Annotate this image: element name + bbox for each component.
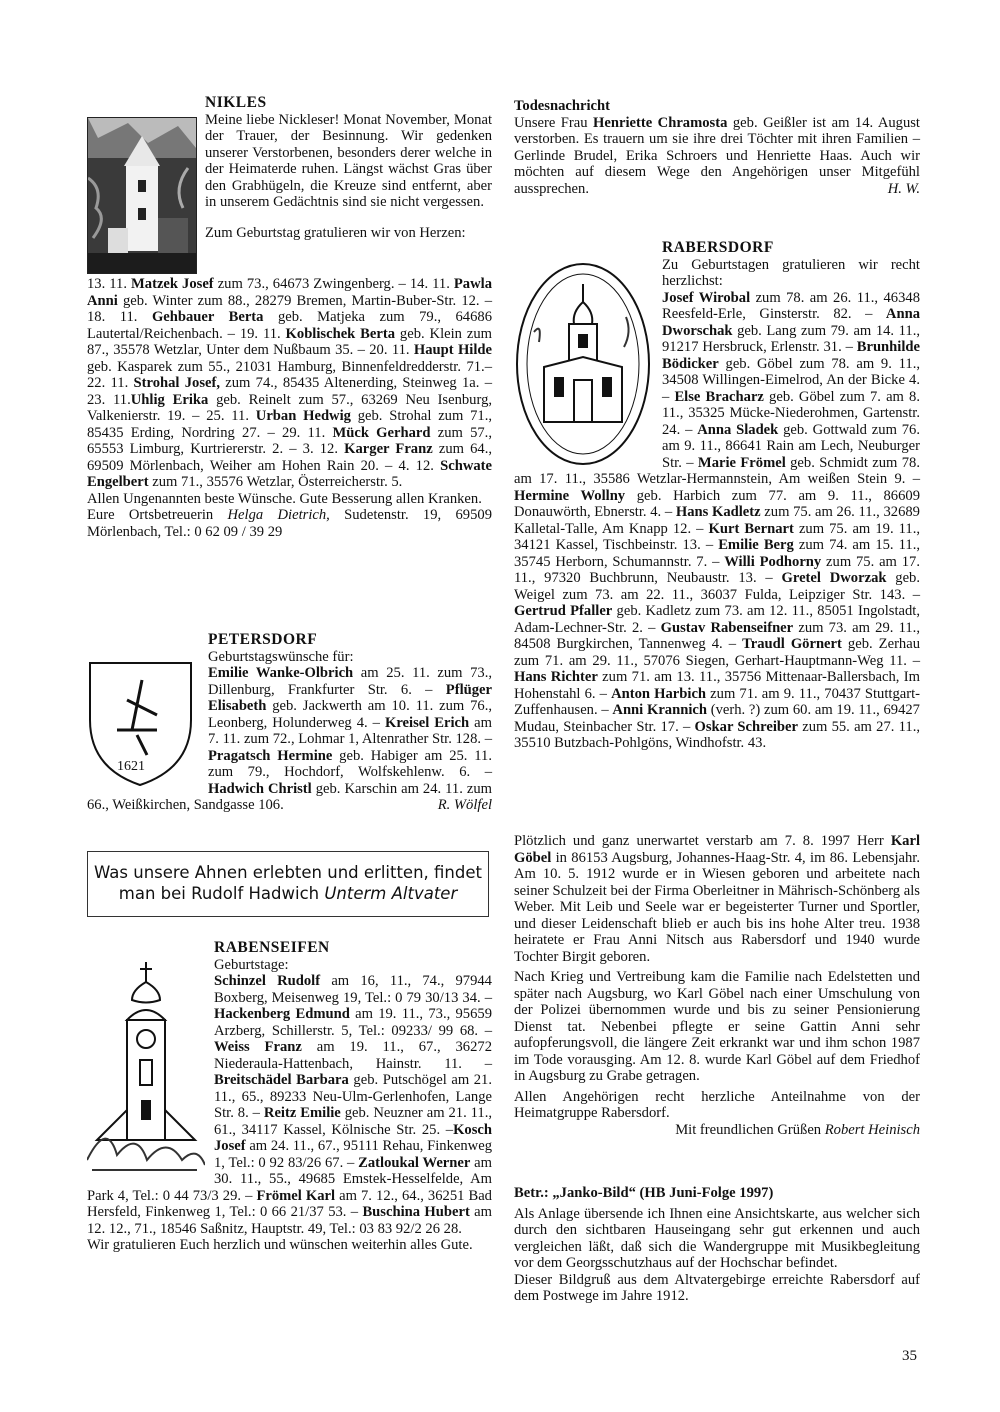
entry-name: Gertrud Pfaller [514,603,613,619]
entry-details: geb. Putschögel am 21. 11., 65., 89233 Neu-Ulm-Gerlenhofen, Lange Str. 8. – [214,1072,493,1121]
nikles-heading: NIKLES [205,94,267,111]
entry-details: geb. Jackwerth am 10. 11. zum 76., Leonberg, Holunderweg 4. – [208,698,492,731]
obituary-p1-post: in 86153 Augsburg, Johannes-Haag-Str. 4, im 86. Lebensjahr. Am 10. 5. 1912 wurde er in Wiesen geboren und arbeitete nach seiner Schulzeit bei der Firma Oberleitner in Mährisch-Schönberg als Weber. Mit Leib und Seele war er begeisterter Turner und Sportler, und dieser Leidenschaft blieb er auch bis ins hohe Alter treu. 1938 heiratete er Frau Anni Nitsch aus Rabersdorf und 1940 wurde Tochter Birgit geboren. [514,849,920,965]
entry-details: geb. Strohal zum 71., 85435 Erding, Nordring 27. – 29. 11. [87,408,492,441]
entry-name: Brunhilde Bödicker [662,339,920,372]
entry-details: geb. Winter zum 88., 28279 Bremen, Martin-Buber-Str. 12. – 18. 11. [87,292,492,325]
entry-details: am 7. 11. zum 72., Lohmar 1, Altenrather Str. 128. – [208,714,492,747]
entry-name: Reitz Emilie [263,1105,341,1121]
entry-name: Uhlig Erika [130,391,209,408]
entry-details: zum 75. am 17. 11., 97320 Buchbrunn, Neubaustr. 13. – [514,553,920,586]
entry-details: am 19. 11., 73., 95659 Arzberg, Schillerstr. 5, Tel.: 09233/ 99 68. – [214,1006,492,1039]
entry-name: Traudl Görnert [742,636,842,652]
obituary-paragraph-2: Nach Krieg und Vertreibung kam die Familie nach Edelstetten und später nach Augsburg, wo Karl Göbel nach einer Umschulung von der Polizei übernommen wurde und bis zu seiner Pensionierung Dienst tat. Nebenbei pflegte er seine Gattin Anni sehr aufopferungsvoll, die längere Zeit erkrankt war und ihm schon 1987 im Tode vorausging. Am 12. 8. wurde Karl Göbel auf dem Friedhof in Augsburg zu Grabe getragen. [514,969,920,1084]
entry-details: geb. Klein zum 87., 35578 Wetzlar, Unter dem Nußbaum 35. – 20. 11. [87,325,492,358]
entry-name: Weiss Franz [214,1039,302,1055]
entry-name: Anna Dworschak [662,306,920,339]
todesnachricht-text-pre: Unsere Frau [514,114,594,131]
nikles-closing: Allen Ungenannten beste Wünsche. Gute Besserung allen Kranken. [87,490,482,507]
advert-line-1: Was unsere Ahnen erlebten und erlitten, findet [94,863,482,882]
entry-details: zum 64., 69509 Mörlenbach, Weiher am Hohen Rain 20. – 4. 12. [87,441,493,474]
entry-prefix: 13. 11. [87,276,132,292]
entry-name: Hans Richter [514,669,598,685]
entry-name: Else Bracharz [674,388,764,405]
entry-details: zum 71. am 9. 11., 70437 Stuttgart-Zuffenhausen. – [514,685,921,718]
church-drawing [87,960,205,1180]
church-tower-photo [87,117,197,274]
entry-name: Urban Hedwig [255,408,351,424]
rabenseifen-heading: RABENSEIFEN [214,939,330,956]
entry-details: geb. Zerhau zum 71. am 29. 11., 57076 Siegen, Gerhart-Hauptmann-Weg 11. – [514,636,920,669]
obituary-signoff [514,1122,920,1139]
entry-name: Gehbauer Berta [151,309,264,325]
entry-name: Kurt Bernart [708,520,794,537]
janko-paragraph-1: Als Anlage übersende ich Ihnen eine Ansichtskarte, aus welcher sich durch den sichtbaren Hauseingang sehr gut erkennen und auch vergleichen läßt, daß sich die Wandergruppe mit Musikbegleitung vor dem Georgsschutzhaus auf der Hochschar befindet. [514,1205,920,1271]
entry-name: Schwate Engelbert [87,457,492,490]
entry-name: Haupt Hilde [413,342,492,358]
entry-details: am 30. 11., 55., 49685 Emstek-Hesselfelde, Am Park 4, Tel.: 0 44 73/3 29. – [87,1154,492,1204]
obituary-p1-pre: Plötzlich und ganz unerwartet verstarb am 7. 8. 1997 Herr [514,833,891,849]
janko-heading: Betr.: „Janko-Bild“ (HB Juni-Folge 1997) [514,1185,774,1201]
advert-line-2-text: man bei Rudolf Hadwich [118,884,325,903]
nikles-sign-post: Sudetenstr. 19, 69509 Mörlenbach, Tel.: 0 62 09 / 39 29 [87,507,492,540]
nikles-intro: Meine liebe Nickleser! Monat November, Monat der Trauer, der Besinnung. Wir gedenken unserer Verstorbenen, besonders derer welche in der Heimaterde ruhen. Längst wächst Gras über den Grabhügeln, die Kreuze sind entfernt, aber in unserem Gedächtnis sind sie nicht vergessen. [205,111,492,210]
entry-details: zum 71., 35576 Wetzlar, Österreicherstr. 5. [148,474,403,490]
entry-name: Kreisel Erich [384,714,470,731]
entry-details: geb. Karschin am 24. 11. zum 66., Weißkirchen, Sandgasse 106. [87,780,492,813]
entry-details: zum 74., 85435 Altenerding, Steinweg 1a. – 23. 11. [87,375,492,408]
entry-name: Oskar Schreiber [694,718,798,735]
entry-name: Emilie Berg [718,537,794,553]
entry-details: geb. Lang zum 79. am 14. 11., 91217 Hersbruck, Erlenstr. 31. – [662,322,920,355]
todesnachricht-text-post: geb. Geißler ist am 14. August verstorben. Es trauern um sie ihre drei Töchter mit ihren Familien – Gerlinde Brudel, Erika Schroers und Henriette Haas. Auch wir möchten auf diesem Wege den Angehörigen unser Mitgefühl aussprechen. [514,114,920,197]
entry-details: zum 73. am 29. 11., 84508 Burgkirchen, Tannenweg 4. – [514,619,920,652]
entry-details: geb. Kasparek zum 55., 21031 Hamburg, Binnenfeldredderstr. 71.– 22. 11. [87,358,492,391]
entry-details: geb. Reinelt zum 57., 63269 Neu Isenburg, Valkenierstr. 19. – 25. 11. [87,391,493,424]
entry-details: geb. Kadletz zum 73. am 12. 11., 85051 Ingolstadt, Adam-Lechner-Str. 2. – [514,603,920,636]
entry-details: geb. Göbel zum 7. am 8. 11., 35325 Mücke-Niederohmen, Gartenstr. 24. – [662,388,921,438]
entry-details: geb. Habiger am 25. 11. zum 79., Hochdorf, Wolfskehlenw. 6. – [208,747,492,780]
entry-name: Willi Podhorny [724,553,822,570]
petersdorf-intro: Geburtstagswünsche für: [208,648,354,665]
entry-details: am 7. 12., 64., 36251 Bad Hersfeld, Finkenweg 1, Tel.: 0 66 21/37 53. – [87,1187,492,1220]
nikles-signoff [87,507,492,540]
entry-details: geb. Gottwald zum 76. am 9. 11., 86641 Rain am Lech, Neuburger Str. – [662,421,920,471]
entry-name: Matzek Josef [131,276,214,292]
nikles-birthday-list [87,276,492,491]
entry-details: am 25. 11. zum 73., Dillenburg, Frankfurter Str. 6. – [208,665,492,698]
advert-book-title: Unterm Altvater [324,884,458,903]
entry-name: Emilie Wanke-Olbrich [208,665,354,681]
entry-details: geb. Schmidt zum 78. am 17. 11., 35586 Wetzlar-Hermannstein, Am weißen Stein 9. – [514,454,920,487]
entry-name: Gretel Dworzak [781,570,887,586]
entry-name: Hermine Wollny [514,487,626,504]
entry-details: zum 78. am 26. 11., 46348 Reesfeld-Erle, Ginsterstr. 82. – [662,289,920,322]
obituary-paragraph-3: Allen Angehörigen recht herzliche Anteilnahme von der Heimatgruppe Rabersdorf. [514,1088,920,1121]
entry-details: geb. Harbich zum 77. am 9. 11., 86609 Donauwörth, Ebnerstr. 4. – [514,487,920,520]
entry-name: Anton Harbich [611,685,707,702]
entry-details: zum 75. am 19. 11., 34121 Kassel, Tischbeinstr. 13. – [514,520,921,553]
entry-details: zum 71. am 13. 11., 35756 Mittenaar-Ballersbach, Im Hohenstahl 6. – [514,669,920,702]
crest-icon [87,660,194,788]
entry-details: geb. Matjeka zum 79., 64686 Lautertal/Reichenbach. – 19. 11. [87,309,492,342]
entry-name: Pawla Anni [87,276,492,309]
entry-name: Strohal Josef, [133,375,220,391]
page-number: 35 [902,1348,917,1364]
entry-name: Karger Franz [344,441,433,457]
janko-paragraph-2: Dieser Bildgruß aus dem Altvatergebirge erreichte Rabersdorf auf dem Postwege im Jahre 1912. [514,1271,920,1304]
entry-details: am 16, 11., 74., 97944 Boxberg, Meisenweg 19, Tel.: 0 79 30/13 34. – [214,973,492,1006]
section-rabersdorf [514,240,920,752]
entry-name: Anni Krannich [612,702,707,718]
section-rabenseifen [87,940,492,1254]
entry-name: Zatloukal Werner [358,1154,471,1171]
entry-details: geb. Weigel zum 73. am 22. 11., 36037 Fulda, Leipziger Str. 143. – [514,570,921,603]
entry-name: Mück Gerhard [332,424,431,441]
entry-name: Gustav Rabenseifner [660,619,794,636]
entry-name: Kosch Josef [214,1121,492,1154]
petersdorf-signature: R. Wölfel [437,797,492,813]
nikles-greeting: Zum Geburtstag gratulieren wir von Herzen: [205,224,466,241]
entry-details: zum 55. am 27. 11., 35510 Butzbach-Pohlgöns, Windhofstr. 43. [514,718,920,751]
rabenseifen-intro: Geburtstage: [214,956,289,973]
section-obituary [514,833,920,1138]
obituary-sign-name: Robert Heinisch [824,1121,920,1138]
entry-details: zum 57., 65553 Limburg, Kurtriererstr. 2. – 3. 12. [87,424,492,457]
entry-name: Buschina Hubert [362,1204,470,1220]
todesnachricht-heading: Todesnachricht [514,98,610,114]
obituary-name: Karl Göbel [514,833,920,866]
section-todesnachricht [514,98,920,197]
rabersdorf-heading: RABERSDORF [662,239,774,256]
entry-details: geb. Göbel zum 78. am 9. 11., 34508 Willingen-Eimelrod, An der Bicke 4. – [662,355,920,405]
section-janko-bild [514,1185,920,1305]
nikles-sign-name: Helga Dietrich, [227,507,330,523]
entry-name: Pragatsch Hermine [208,747,333,764]
entry-name: Hadwich Christl [208,780,312,797]
entry-details: am 12. 12., 71., 18546 Saßnitz, Hauptstr. 49, Tel.: 03 83 92/2 26 28. [87,1204,492,1237]
section-nikles [87,95,492,540]
entry-name: Josef Wirobal [662,289,751,306]
rabersdorf-intro: Zu Geburtstagen gratulieren wir recht herzlichst: [662,256,920,289]
entry-name: Pflüger Elisabeth [208,681,492,714]
section-petersdorf [87,632,492,814]
entry-name: Anna Sladek [697,421,779,438]
book-advert-box [87,851,489,917]
advert-line-2 [88,883,488,904]
entry-name: Frömel Karl [256,1187,336,1204]
entry-details: (verh. ?) zum 60. am 19. 11., 69427 Mudau, Steinbacher Str. 17. – [514,702,920,735]
entry-details: zum 74. am 15. 11., 35745 Herborn, Schumannstr. 7. – [514,537,921,570]
entry-name: Marie Frömel [697,454,786,471]
nikles-sign-pre: Eure Ortsbetreuerin [87,507,228,523]
entry-details: am 24. 11., 67., 95111 Rehau, Finkenweg 1, Tel.: 0 92 83/26 67. – [214,1138,492,1171]
todesnachricht-signature: H. W. [887,180,920,197]
rabenseifen-closing: Wir gratulieren Euch herzlich und wünschen weiterhin alles Gute. [87,1237,473,1253]
entry-name: Breitschädel Barbara [214,1072,349,1088]
entry-details: geb. Neuzner am 21. 11., 61., 34117 Kassel, Kölnische Str. 25. – [214,1105,492,1138]
entry-details: zum 75. am 26. 11., 32689 Kalletal-Talle, Am Knapp 12. – [514,504,920,537]
petersdorf-heading: PETERSDORF [208,631,318,648]
entry-name: Schinzel Rudolf [214,973,321,989]
entry-details: am 19. 11., 67., 36272 Niederaula-Hattenbach, Hainstr. 11. – [214,1039,492,1072]
chapel-seal-icon [514,262,652,467]
entry-name: Hackenberg Edmund [214,1006,350,1022]
todesnachricht-name: Henriette Chramosta [593,114,728,131]
entry-name: Hans Kadletz [675,504,761,520]
crest-year: 1621 [117,759,145,774]
entry-name: Koblischek Berta [285,325,396,342]
obituary-sign-pre: Mit freundlichen Grüßen [675,1121,825,1138]
entry-details: zum 73., 64673 Zwingenberg. – 14. 11. [213,276,454,292]
obituary-paragraph-1 [514,833,920,965]
